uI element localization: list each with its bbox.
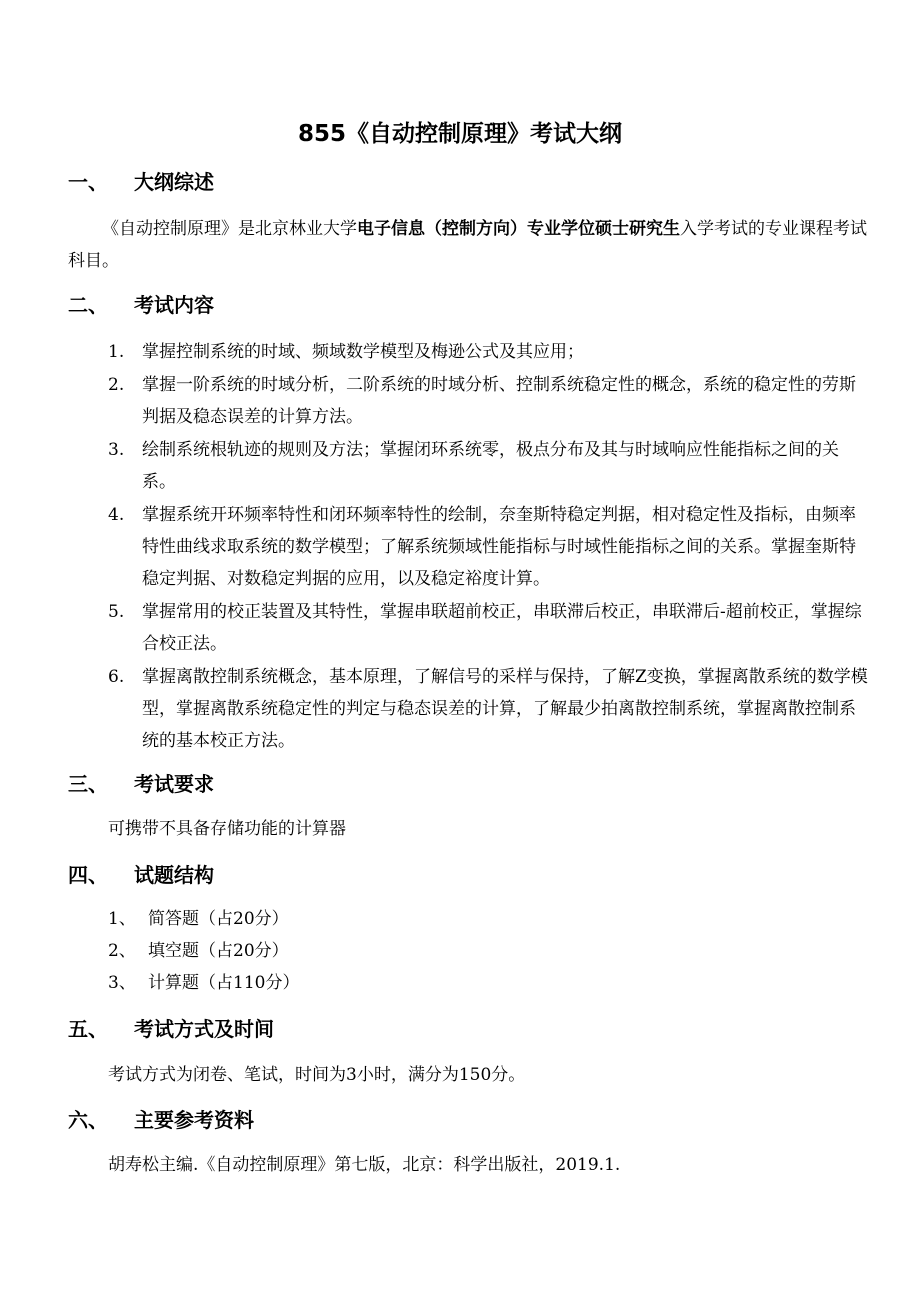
content-item — [108, 336, 870, 368]
overview-text-end: 入学考试的专业课程考试科目。 — [68, 219, 867, 271]
section-heading-overview — [68, 166, 214, 198]
item-text: 填空题（占20分） — [148, 941, 289, 961]
section-title: 主要参考资料 — [134, 1108, 254, 1132]
structure-item — [108, 967, 299, 999]
section-heading-references — [68, 1104, 254, 1136]
document-title: 855《自动控制原理》考试大纲 — [297, 121, 622, 147]
section-heading-requirements — [68, 768, 214, 800]
content-item — [108, 661, 870, 757]
item-text: 简答题（占20分） — [148, 909, 289, 929]
item-text: 掌握离散控制系统概念，基本原理，了解信号的采样与保持，了解Z变换，掌握离散系统的数学模型，掌握离散系统稳定性的判定与稳态误差的计算，了解最少拍离散控制系统，掌握离散控制系统的基本校正方法。 — [142, 667, 868, 751]
item-number: 6. — [108, 667, 125, 687]
structure-item — [108, 935, 299, 967]
section-title: 大纲综述 — [134, 170, 214, 194]
section-number: 二、 — [68, 293, 108, 317]
reference-text: 胡寿松主编.《自动控制原理》第七版，北京：科学出版社，2019.1. — [108, 1155, 621, 1175]
section-number: 一、 — [68, 170, 108, 194]
item-text: 绘制系统根轨迹的规则及方法；掌握闭环系统零，极点分布及其与时域响应性能指标之间的关系。 — [142, 440, 839, 492]
section-number: 六、 — [68, 1108, 108, 1132]
structure-list — [108, 903, 299, 999]
section-title: 考试要求 — [134, 772, 214, 796]
section-heading-structure — [68, 859, 214, 891]
section-number: 四、 — [68, 863, 108, 887]
content-item — [108, 369, 870, 433]
item-text: 掌握控制系统的时域、频域数学模型及梅逊公式及其应用； — [142, 342, 584, 362]
item-number: 3、 — [108, 973, 136, 993]
section-heading-content — [68, 289, 214, 321]
overview-text-start: 《自动控制原理》是北京林业大学 — [102, 219, 357, 239]
item-text: 计算题（占110分） — [148, 973, 300, 993]
exam-format-text: 考试方式为闭卷、笔试，时间为3小时，满分为150分。 — [108, 1065, 526, 1085]
item-number: 1、 — [108, 909, 136, 929]
item-number: 5. — [108, 602, 125, 622]
section-title: 考试内容 — [134, 293, 214, 317]
content-list — [108, 336, 870, 758]
content-item — [108, 434, 870, 498]
item-text: 掌握系统开环频率特性和闭环频率特性的绘制，奈奎斯特稳定判据，相对稳定性及指标，由频率特性曲线求取系统的数学模型；了解系统频域性能指标与时域性能指标之间的关系。掌握奎斯特稳定判据、对数稳定判据的应用，以及稳定裕度计算。 — [142, 505, 856, 589]
content-item — [108, 596, 870, 660]
item-number: 4. — [108, 505, 125, 525]
overview-paragraph — [68, 213, 868, 277]
structure-item — [108, 903, 299, 935]
item-number: 2. — [108, 375, 125, 395]
requirement-text: 可携带不具备存储功能的计算器 — [108, 819, 346, 839]
section-title: 考试方式及时间 — [134, 1017, 274, 1041]
section-number: 三、 — [68, 772, 108, 796]
overview-program-name: 电子信息（控制方向）专业学位硕士研究生 — [357, 219, 680, 239]
item-text: 掌握一阶系统的时域分析，二阶系统的时域分析、控制系统稳定性的概念，系统的稳定性的劳斯判据及稳态误差的计算方法。 — [142, 375, 856, 427]
section-number: 五、 — [68, 1017, 108, 1041]
content-item — [108, 499, 870, 595]
item-text: 掌握常用的校正装置及其特性，掌握串联超前校正，串联滞后校正，串联滞后-超前校正，掌握综合校正法。 — [142, 602, 862, 654]
item-number: 1. — [108, 342, 125, 362]
item-number: 2、 — [108, 941, 136, 961]
section-heading-format — [68, 1013, 274, 1045]
item-number: 3. — [108, 440, 125, 460]
section-title: 试题结构 — [134, 863, 214, 887]
